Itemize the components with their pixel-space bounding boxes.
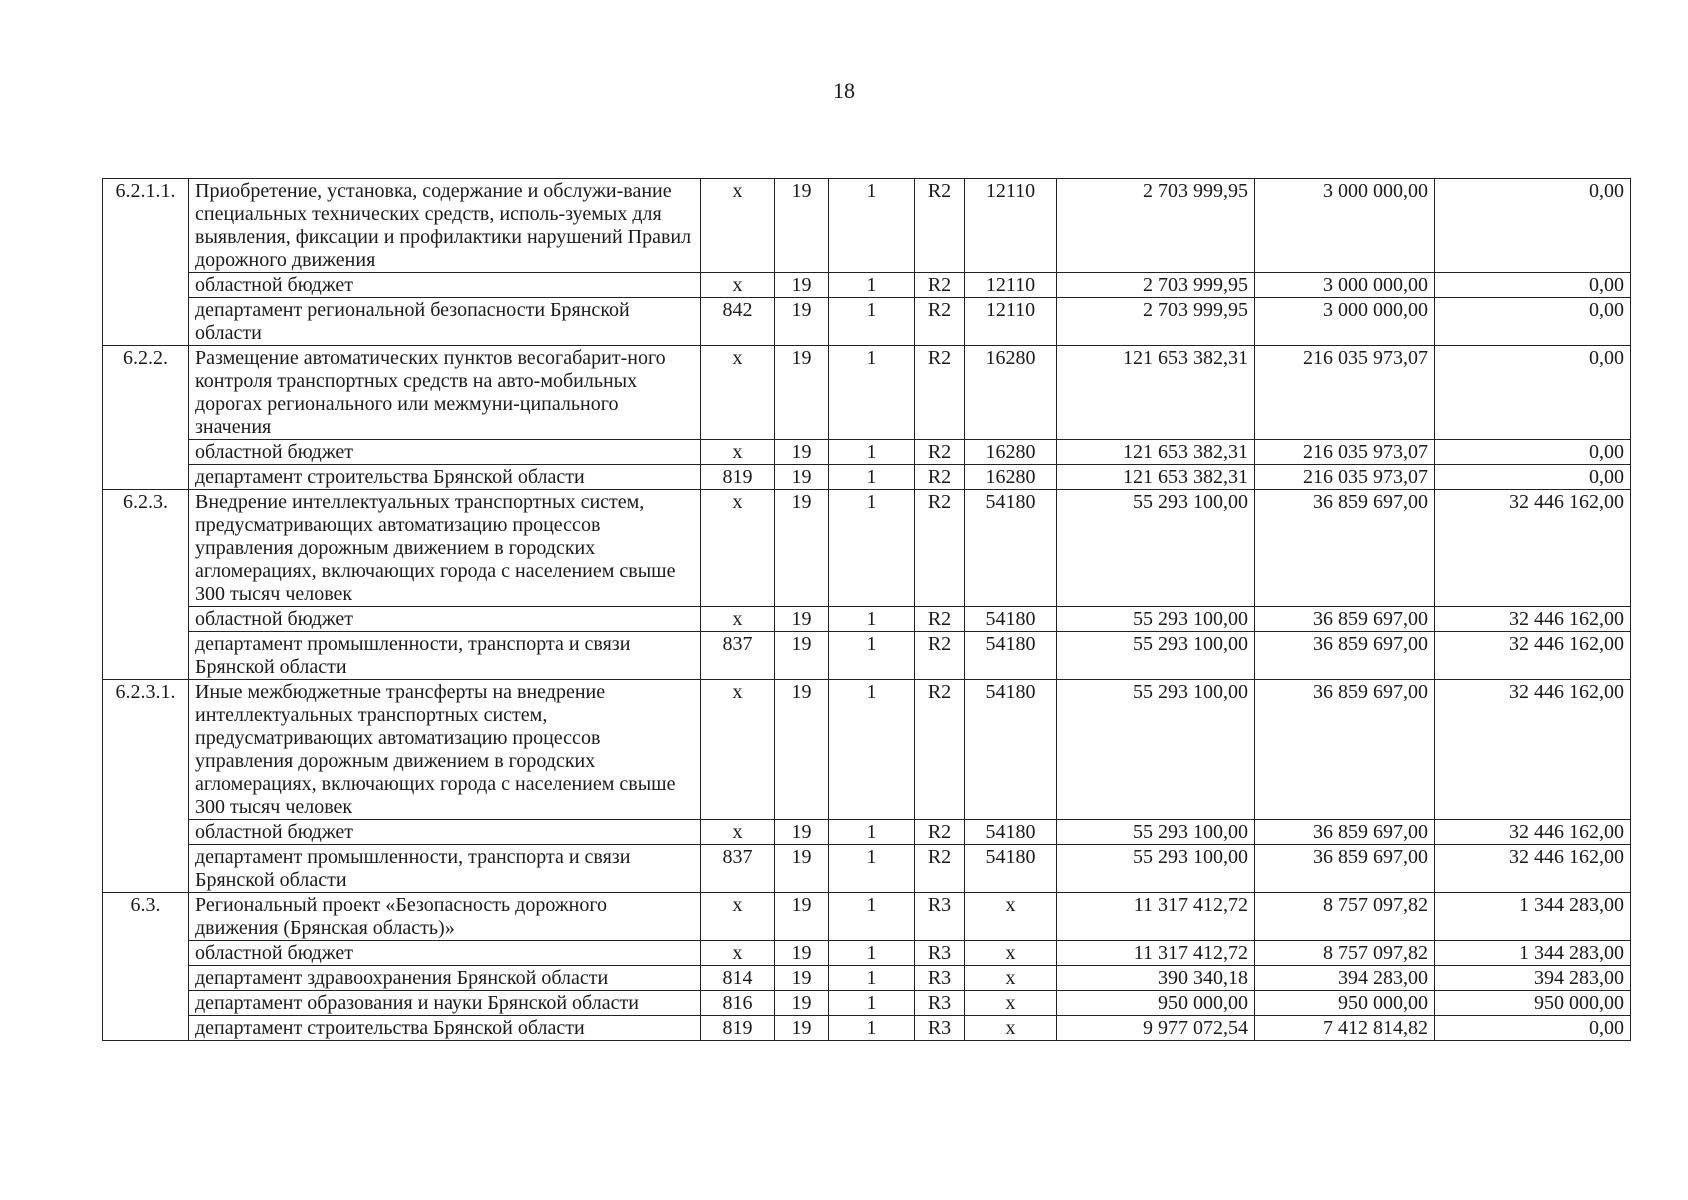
cell-program: 1 [829,632,915,680]
cell-subprogram: R2 [915,179,965,273]
table-row [103,298,1631,346]
cell-section: 19 [775,607,829,632]
cell-name: Иные межбюджетные трансферты на внедрение интеллектуальных транспортных систем, предусматривающих автоматизацию процессов управления дорожным движением в городских агломерациях, включающих города с населением свыше 300 тысяч человек [189,680,701,820]
cell-direction: x [965,893,1057,941]
cell-code [103,607,189,632]
cell-amount-2: 36 859 697,00 [1255,845,1435,893]
cell-section: 19 [775,440,829,465]
cell-name: Региональный проект «Безопасность дорожного движения (Брянская область)» [189,893,701,941]
cell-amount-2: 3 000 000,00 [1255,179,1435,273]
cell-amount-1: 55 293 100,00 [1057,490,1255,607]
cell-grbs: 814 [701,966,775,991]
cell-amount-1: 390 340,18 [1057,966,1255,991]
cell-amount-2: 7 412 814,82 [1255,1016,1435,1041]
cell-amount-2: 3 000 000,00 [1255,273,1435,298]
cell-section: 19 [775,966,829,991]
cell-subprogram: R2 [915,273,965,298]
cell-amount-1: 11 317 412,72 [1057,941,1255,966]
cell-grbs: 837 [701,632,775,680]
cell-name: областной бюджет [189,941,701,966]
cell-name: департамент промышленности, транспорта и связи Брянской области [189,632,701,680]
cell-direction: 16280 [965,465,1057,490]
cell-amount-1: 55 293 100,00 [1057,607,1255,632]
cell-name: Внедрение интеллектуальных транспортных систем, предусматривающих автоматизацию процессов управления дорожным движением в городских агломерациях, включающих города с населением свыше 300 тысяч человек [189,490,701,607]
cell-program: 1 [829,298,915,346]
cell-program: 1 [829,680,915,820]
cell-subprogram: R2 [915,490,965,607]
table-row [103,179,1631,273]
cell-program: 1 [829,607,915,632]
cell-code [103,845,189,893]
cell-amount-1: 121 653 382,31 [1057,465,1255,490]
cell-amount-1: 55 293 100,00 [1057,845,1255,893]
budget-table [102,178,1631,1041]
cell-program: 1 [829,941,915,966]
cell-subprogram: R2 [915,465,965,490]
cell-amount-2: 216 035 973,07 [1255,440,1435,465]
cell-section: 19 [775,346,829,440]
table-row [103,273,1631,298]
cell-grbs: 819 [701,1016,775,1041]
cell-subprogram: R3 [915,1016,965,1041]
cell-amount-3: 0,00 [1435,346,1631,440]
cell-name: департамент здравоохранения Брянской области [189,966,701,991]
cell-amount-3: 1 344 283,00 [1435,941,1631,966]
cell-amount-2: 36 859 697,00 [1255,607,1435,632]
cell-subprogram: R2 [915,820,965,845]
cell-program: 1 [829,465,915,490]
table-row [103,845,1631,893]
cell-amount-3: 0,00 [1435,465,1631,490]
cell-name: Размещение автоматических пунктов весогабарит-ного контроля транспортных средств на авто-мобильных дорогах регионального или межмуни-ципального значения [189,346,701,440]
cell-direction: 12110 [965,273,1057,298]
table-row [103,941,1631,966]
cell-code [103,1016,189,1041]
cell-direction: 16280 [965,346,1057,440]
table-row [103,680,1631,820]
cell-code: 6.3. [103,893,189,941]
cell-amount-2: 36 859 697,00 [1255,632,1435,680]
cell-amount-1: 55 293 100,00 [1057,820,1255,845]
cell-section: 19 [775,179,829,273]
cell-amount-2: 216 035 973,07 [1255,346,1435,440]
cell-subprogram: R3 [915,991,965,1016]
cell-program: 1 [829,273,915,298]
cell-grbs: x [701,893,775,941]
table-row [103,1016,1631,1041]
cell-grbs: x [701,490,775,607]
cell-amount-2: 36 859 697,00 [1255,680,1435,820]
cell-program: 1 [829,893,915,941]
cell-code [103,991,189,1016]
cell-section: 19 [775,1016,829,1041]
cell-subprogram: R2 [915,346,965,440]
cell-subprogram: R2 [915,680,965,820]
cell-direction: x [965,1016,1057,1041]
cell-amount-1: 55 293 100,00 [1057,632,1255,680]
table-row [103,346,1631,440]
cell-amount-3: 0,00 [1435,440,1631,465]
page-number: 18 [833,78,855,103]
table-row [103,966,1631,991]
cell-grbs: x [701,680,775,820]
cell-direction: 12110 [965,298,1057,346]
cell-section: 19 [775,820,829,845]
cell-amount-2: 950 000,00 [1255,991,1435,1016]
cell-program: 1 [829,490,915,607]
cell-amount-3: 32 446 162,00 [1435,490,1631,607]
cell-amount-2: 3 000 000,00 [1255,298,1435,346]
cell-name: департамент образования и науки Брянской области [189,991,701,1016]
table-row [103,893,1631,941]
cell-subprogram: R3 [915,966,965,991]
cell-name: областной бюджет [189,820,701,845]
cell-section: 19 [775,632,829,680]
cell-grbs: 819 [701,465,775,490]
cell-section: 19 [775,298,829,346]
cell-subprogram: R2 [915,845,965,893]
cell-amount-3: 32 446 162,00 [1435,680,1631,820]
cell-direction: 54180 [965,632,1057,680]
cell-code: 6.2.2. [103,346,189,440]
cell-section: 19 [775,490,829,607]
cell-name: департамент промышленности, транспорта и связи Брянской области [189,845,701,893]
cell-grbs: 816 [701,991,775,1016]
cell-code [103,465,189,490]
cell-name: областной бюджет [189,273,701,298]
cell-grbs: x [701,941,775,966]
cell-program: 1 [829,845,915,893]
table-row [103,632,1631,680]
cell-code [103,941,189,966]
cell-amount-3: 950 000,00 [1435,991,1631,1016]
cell-amount-1: 121 653 382,31 [1057,440,1255,465]
cell-amount-1: 121 653 382,31 [1057,346,1255,440]
cell-section: 19 [775,893,829,941]
cell-grbs: x [701,179,775,273]
cell-amount-2: 216 035 973,07 [1255,465,1435,490]
cell-section: 19 [775,273,829,298]
cell-program: 1 [829,346,915,440]
table-row [103,607,1631,632]
cell-direction: x [965,941,1057,966]
cell-direction: 54180 [965,820,1057,845]
cell-section: 19 [775,991,829,1016]
cell-grbs: 842 [701,298,775,346]
cell-amount-3: 394 283,00 [1435,966,1631,991]
cell-subprogram: R3 [915,893,965,941]
cell-amount-2: 8 757 097,82 [1255,941,1435,966]
cell-name: департамент строительства Брянской области [189,465,701,490]
cell-grbs: 837 [701,845,775,893]
cell-amount-3: 1 344 283,00 [1435,893,1631,941]
cell-amount-3: 0,00 [1435,298,1631,346]
cell-grbs: x [701,440,775,465]
cell-amount-3: 0,00 [1435,273,1631,298]
table-row [103,465,1631,490]
cell-name: департамент строительства Брянской области [189,1016,701,1041]
cell-amount-1: 950 000,00 [1057,991,1255,1016]
cell-program: 1 [829,966,915,991]
cell-code [103,440,189,465]
cell-program: 1 [829,440,915,465]
table-row [103,820,1631,845]
cell-code [103,298,189,346]
cell-amount-3: 32 446 162,00 [1435,845,1631,893]
cell-amount-1: 55 293 100,00 [1057,680,1255,820]
cell-amount-3: 32 446 162,00 [1435,820,1631,845]
cell-subprogram: R2 [915,607,965,632]
cell-subprogram: R2 [915,298,965,346]
cell-program: 1 [829,820,915,845]
cell-name: областной бюджет [189,440,701,465]
cell-amount-1: 2 703 999,95 [1057,273,1255,298]
cell-amount-2: 394 283,00 [1255,966,1435,991]
cell-name: департамент региональной безопасности Брянской области [189,298,701,346]
cell-code [103,632,189,680]
cell-section: 19 [775,680,829,820]
cell-amount-1: 2 703 999,95 [1057,179,1255,273]
cell-direction: 54180 [965,607,1057,632]
cell-subprogram: R3 [915,941,965,966]
cell-amount-1: 2 703 999,95 [1057,298,1255,346]
cell-name: Приобретение, установка, содержание и обслужи-вание специальных технических средств, исполь-зуемых для выявления, фиксации и профилактики нарушений Правил дорожного движения [189,179,701,273]
cell-amount-1: 9 977 072,54 [1057,1016,1255,1041]
cell-direction: 12110 [965,179,1057,273]
table-row [103,991,1631,1016]
cell-code: 6.2.3.1. [103,680,189,820]
cell-code: 6.2.1.1. [103,179,189,273]
cell-section: 19 [775,941,829,966]
cell-program: 1 [829,991,915,1016]
cell-subprogram: R2 [915,440,965,465]
cell-grbs: x [701,273,775,298]
cell-amount-2: 36 859 697,00 [1255,820,1435,845]
cell-direction: x [965,966,1057,991]
cell-code [103,273,189,298]
cell-program: 1 [829,1016,915,1041]
cell-code: 6.2.3. [103,490,189,607]
cell-section: 19 [775,845,829,893]
cell-program: 1 [829,179,915,273]
cell-amount-1: 11 317 412,72 [1057,893,1255,941]
cell-grbs: x [701,607,775,632]
table-row [103,440,1631,465]
cell-grbs: x [701,820,775,845]
cell-amount-3: 0,00 [1435,1016,1631,1041]
cell-amount-3: 0,00 [1435,179,1631,273]
cell-amount-2: 36 859 697,00 [1255,490,1435,607]
cell-direction: 54180 [965,680,1057,820]
cell-name: областной бюджет [189,607,701,632]
cell-amount-3: 32 446 162,00 [1435,632,1631,680]
cell-amount-2: 8 757 097,82 [1255,893,1435,941]
cell-direction: 54180 [965,490,1057,607]
cell-code [103,966,189,991]
cell-grbs: x [701,346,775,440]
cell-amount-3: 32 446 162,00 [1435,607,1631,632]
table-row [103,490,1631,607]
cell-direction: 54180 [965,845,1057,893]
cell-direction: 16280 [965,440,1057,465]
cell-code [103,820,189,845]
cell-subprogram: R2 [915,632,965,680]
cell-section: 19 [775,465,829,490]
cell-direction: x [965,991,1057,1016]
